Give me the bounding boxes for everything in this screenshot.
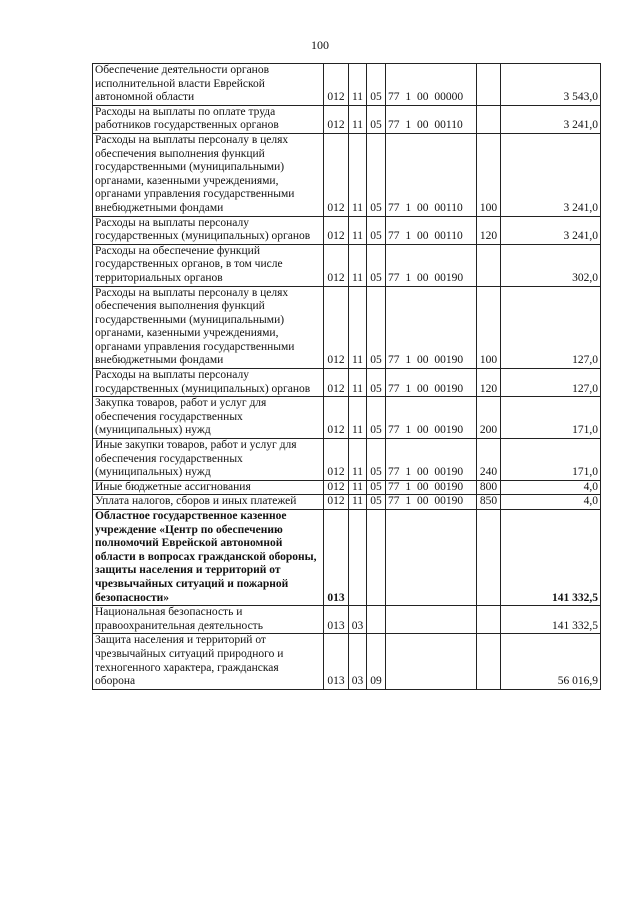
row-target-article: 77 1 00 00000 xyxy=(386,64,477,106)
row-amount: 3 241,0 xyxy=(501,216,601,244)
table-row xyxy=(93,64,601,106)
row-section-code: 11 xyxy=(349,286,367,369)
row-expense-type xyxy=(477,105,501,133)
table-row xyxy=(93,606,601,634)
row-subsection-code: 05 xyxy=(367,133,386,216)
row-section-code: 11 xyxy=(349,64,367,106)
row-amount: 127,0 xyxy=(501,286,601,369)
row-amount: 171,0 xyxy=(501,439,601,481)
row-expense-type: 850 xyxy=(477,495,501,510)
row-subsection-code: 05 xyxy=(367,397,386,439)
row-target-article: 77 1 00 00110 xyxy=(386,216,477,244)
row-section-code: 11 xyxy=(349,397,367,439)
row-subsection-code: 05 xyxy=(367,105,386,133)
row-amount: 4,0 xyxy=(501,495,601,510)
table-row xyxy=(93,480,601,495)
row-subsection-code: 05 xyxy=(367,286,386,369)
row-target-article: 77 1 00 00190 xyxy=(386,369,477,397)
table-row xyxy=(93,439,601,481)
row-admin-code: 012 xyxy=(324,216,349,244)
row-name: Иные закупки товаров, работ и услуг для обеспечения государственных (муниципальных) нужд xyxy=(93,439,324,481)
row-amount: 127,0 xyxy=(501,369,601,397)
row-section-code: 11 xyxy=(349,439,367,481)
row-section-code: 11 xyxy=(349,369,367,397)
row-section-code: 03 xyxy=(349,606,367,634)
row-subsection-code: 05 xyxy=(367,64,386,106)
row-target-article: 77 1 00 00190 xyxy=(386,286,477,369)
row-target-article: 77 1 00 00190 xyxy=(386,480,477,495)
table-row xyxy=(93,397,601,439)
budget-table-body xyxy=(93,64,601,690)
row-expense-type: 800 xyxy=(477,480,501,495)
row-target-article xyxy=(386,606,477,634)
row-subsection-code: 05 xyxy=(367,369,386,397)
row-admin-code: 012 xyxy=(324,439,349,481)
row-admin-code: 012 xyxy=(324,286,349,369)
table-row xyxy=(93,369,601,397)
row-target-article: 77 1 00 00110 xyxy=(386,133,477,216)
row-name: Областное государственное казенное учреждение «Центр по обеспечению полномочий Еврейской автономной области в вопросах гражданской обороны, защиты населения и территорий от чрезвычайных ситуаций и пожарной безопасности» xyxy=(93,510,324,606)
row-target-article: 77 1 00 00190 xyxy=(386,439,477,481)
row-expense-type: 240 xyxy=(477,439,501,481)
row-admin-code: 013 xyxy=(324,606,349,634)
row-amount: 56 016,9 xyxy=(501,634,601,689)
table-row xyxy=(93,495,601,510)
row-name: Расходы на выплаты персоналу в целях обеспечения выполнения функций государственными (муниципальными) органами, казенными учреждениями, органами управления государственными внебюджетными фондами xyxy=(93,286,324,369)
row-expense-type xyxy=(477,606,501,634)
row-admin-code: 012 xyxy=(324,133,349,216)
row-admin-code: 013 xyxy=(324,634,349,689)
table-row xyxy=(93,216,601,244)
row-amount: 141 332,5 xyxy=(501,510,601,606)
row-subsection-code: 05 xyxy=(367,480,386,495)
row-admin-code: 012 xyxy=(324,397,349,439)
row-expense-type: 120 xyxy=(477,216,501,244)
table-row xyxy=(93,105,601,133)
row-name: Обеспечение деятельности органов исполнительной власти Еврейской автономной области xyxy=(93,64,324,106)
row-subsection-code: 05 xyxy=(367,244,386,286)
row-section-code: 11 xyxy=(349,216,367,244)
row-name: Иные бюджетные ассигнования xyxy=(93,480,324,495)
row-expense-type xyxy=(477,64,501,106)
budget-table xyxy=(92,63,601,690)
table-row xyxy=(93,510,601,606)
row-target-article xyxy=(386,634,477,689)
row-expense-type: 200 xyxy=(477,397,501,439)
row-subsection-code: 05 xyxy=(367,439,386,481)
row-admin-code: 012 xyxy=(324,64,349,106)
row-name: Защита населения и территорий от чрезвычайных ситуаций природного и техногенного характера, гражданская оборона xyxy=(93,634,324,689)
row-amount: 171,0 xyxy=(501,397,601,439)
row-admin-code: 012 xyxy=(324,480,349,495)
row-expense-type xyxy=(477,244,501,286)
table-row xyxy=(93,634,601,689)
row-subsection-code: 05 xyxy=(367,495,386,510)
row-section-code: 11 xyxy=(349,495,367,510)
row-admin-code: 013 xyxy=(324,510,349,606)
table-row xyxy=(93,133,601,216)
row-name: Расходы на выплаты персоналу государственных (муниципальных) органов xyxy=(93,369,324,397)
row-target-article: 77 1 00 00190 xyxy=(386,495,477,510)
row-section-code: 11 xyxy=(349,244,367,286)
row-section-code: 11 xyxy=(349,480,367,495)
row-expense-type: 120 xyxy=(477,369,501,397)
row-name: Уплата налогов, сборов и иных платежей xyxy=(93,495,324,510)
page-number: 100 xyxy=(311,38,329,52)
row-section-code: 11 xyxy=(349,133,367,216)
row-amount: 4,0 xyxy=(501,480,601,495)
row-name: Расходы на выплаты персоналу в целях обеспечения выполнения функций государственными (муниципальными) органами, казенными учреждениями, органами управления государственными внебюджетными фондами xyxy=(93,133,324,216)
row-admin-code: 012 xyxy=(324,244,349,286)
row-admin-code: 012 xyxy=(324,495,349,510)
row-expense-type: 100 xyxy=(477,286,501,369)
row-name: Расходы на обеспечение функций государственных органов, в том числе территориальных органов xyxy=(93,244,324,286)
row-amount: 3 543,0 xyxy=(501,64,601,106)
table-row xyxy=(93,244,601,286)
row-amount: 141 332,5 xyxy=(501,606,601,634)
row-section-code: 03 xyxy=(349,634,367,689)
row-amount: 3 241,0 xyxy=(501,105,601,133)
row-amount: 302,0 xyxy=(501,244,601,286)
row-expense-type xyxy=(477,510,501,606)
row-expense-type: 100 xyxy=(477,133,501,216)
row-subsection-code: 05 xyxy=(367,216,386,244)
row-subsection-code: 09 xyxy=(367,634,386,689)
row-name: Расходы на выплаты по оплате труда работников государственных органов xyxy=(93,105,324,133)
row-admin-code: 012 xyxy=(324,105,349,133)
row-name: Национальная безопасность и правоохранительная деятельность xyxy=(93,606,324,634)
row-subsection-code xyxy=(367,606,386,634)
row-subsection-code xyxy=(367,510,386,606)
row-section-code xyxy=(349,510,367,606)
row-name: Закупка товаров, работ и услуг для обеспечения государственных (муниципальных) нужд xyxy=(93,397,324,439)
row-target-article: 77 1 00 00190 xyxy=(386,397,477,439)
row-admin-code: 012 xyxy=(324,369,349,397)
table-row xyxy=(93,286,601,369)
row-target-article: 77 1 00 00110 xyxy=(386,105,477,133)
row-name: Расходы на выплаты персоналу государственных (муниципальных) органов xyxy=(93,216,324,244)
row-target-article: 77 1 00 00190 xyxy=(386,244,477,286)
row-section-code: 11 xyxy=(349,105,367,133)
row-amount: 3 241,0 xyxy=(501,133,601,216)
row-expense-type xyxy=(477,634,501,689)
row-target-article xyxy=(386,510,477,606)
